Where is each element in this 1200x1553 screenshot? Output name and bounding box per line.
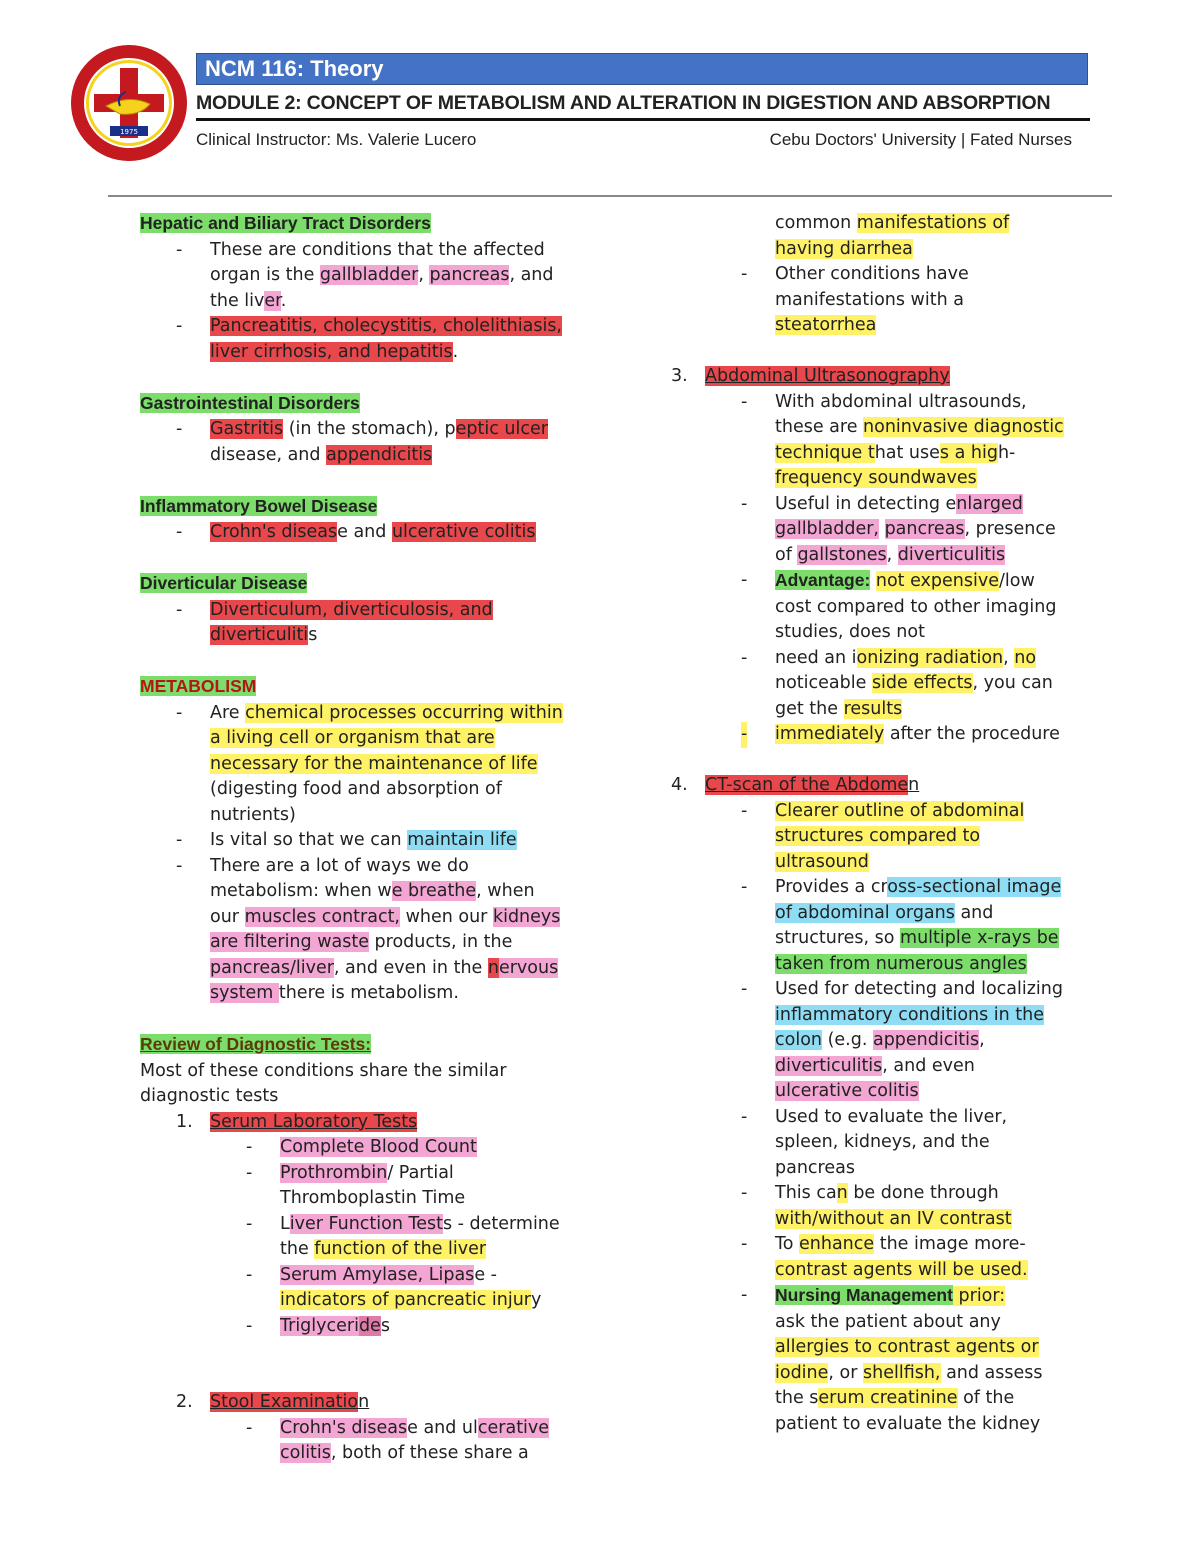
list-item: - Are chemical processes occurring within a living cell or organism that are necessary for the maintenance of life (digesting food and absorption of nutrients)	[176, 702, 563, 825]
course-title-bar: NCM 116: Theory	[196, 53, 1088, 85]
list-item: - To enhance the image more- contrast agents will be used.	[741, 1234, 1028, 1280]
test-serum-lab: Serum Laboratory Tests	[210, 1111, 418, 1132]
numbered-item: 4. CT-scan of the Abdomen	[671, 775, 920, 795]
heading-review: Review of Diagnostic Tests:	[140, 1034, 372, 1054]
test-ultrasonography: Abdominal Ultrasonography	[705, 366, 950, 386]
list-item: - With abdominal ultrasounds, these are noninvasive diagnostic technique that uses a high- frequency soundwaves	[741, 391, 1064, 488]
list-item: - Used to evaluate the liver, spleen, kidneys, and the pancreas	[741, 1106, 1008, 1178]
list-item: - Other conditions have manifestations with a steatorrhea	[741, 264, 969, 335]
header-divider	[108, 195, 1112, 197]
list-item: - need an ionizing radiation, no noticeable side effects, you can get the results	[741, 647, 1053, 719]
list-item: - Crohn's disease and ulcerative colitis, both of these share a	[246, 1417, 550, 1463]
list-item: - Crohn's disease and ulcerative colitis	[176, 522, 536, 542]
heading-metabolism: METABOLISM	[140, 676, 257, 696]
list-item: - Useful in detecting enlarged gallbladder, pancreas, presence of gallstones, diverticulitis	[741, 493, 1056, 565]
list-item: - Clearer outline of abdominal structures compared to ultrasound	[741, 800, 1025, 872]
university-logo	[70, 44, 188, 162]
numbered-item: 3. Abdominal Ultrasonography	[671, 366, 950, 386]
list-item: - Pancreatitis, cholecystitis, cholelithiasis, liver cirrhosis, and hepatitis.	[176, 316, 562, 362]
list-item: - Serum Amylase, Lipase - indicators of pancreatic injury	[246, 1264, 542, 1310]
list-item: - Liver Function Tests - determine the function of the liver	[246, 1213, 560, 1259]
list-item: - Is vital so that we can maintain life	[176, 830, 517, 850]
list-item: - Triglycerides	[246, 1315, 390, 1336]
list-item-continued: common manifestations of having diarrhea	[775, 213, 1010, 259]
list-item: - This can be done through with/without an IV contrast	[741, 1183, 1012, 1229]
svg-text:1975: 1975	[120, 128, 138, 136]
heading-gi: Gastrointestinal Disorders	[140, 392, 360, 413]
list-item: - Advantage: not expensive/low cost compared to other imaging studies, does not	[741, 570, 1057, 642]
list-item: - Provides a cross-sectional image of abdominal organs and structures, so multiple x-rays be taken from numerous angles	[741, 877, 1062, 974]
module-underline	[196, 118, 1090, 121]
list-item: - Complete Blood Count	[246, 1137, 477, 1157]
numbered-item: 1. Serum Laboratory Tests	[176, 1111, 418, 1132]
module-title: MODULE 2: CONCEPT OF METABOLISM AND ALTERATION IN DIGESTION AND ABSORPTION	[196, 92, 1051, 114]
right-column	[671, 211, 1064, 1437]
numbered-item: 2. Stool Examination	[176, 1392, 370, 1412]
test-stool: Stool Examinatio	[210, 1392, 359, 1412]
list-item: - Gastritis (in the stomach), peptic ulcer disease, and appendicitis	[176, 419, 548, 465]
left-column: Hepatic and Biliary Tract Disorders - These are conditions that the affected organ is the gallbladder, pancreas, and the liver. - Pancreatitis, cholecystitis, cholelithiasis, liver cirrhosis, and hepatitis. Gastrointestinal Disorders - Gastritis (in the stomach), peptic ulcer disease, and appendicitis Inflammatory Bowel Disease - Crohn's disease and ulcerative colitis Diverticular Disease - Diverticulum, diverticulosis, and diverticulitis METABOLISM - Are chemical processes occurring within a living cell or organism that are necessary for the maintenance of life (digesting food and absorption of nutrients) - Is vital so that we can maintain life - There are a lot of ways we do metabolism: when we breathe, when our muscles contract, when our kidneys are filtering waste products, in the pancreas/liver, and even in the nervous system there is metabolism. Review of Diagnostic Tests: Most of these conditions share the similar diagnostic tests 1. Serum Laboratory Tests - Complete Blood Count - Prothrombin/ Partial Thromboplastin Time - Liver Function Tests - determine the function of the liver - Serum Amylase, Lipase - indicators of pancreatic injury - Triglycerides 2. Stool Examination - Crohn's disease and ulcerative colitis, both of these share a	[140, 211, 563, 1467]
list-item: - immediately after the procedure	[705, 722, 1064, 748]
heading-hepatic: Hepatic and Biliary Tract Disorders	[140, 213, 431, 233]
heading-ibd: Inflammatory Bowel Disease	[140, 495, 378, 516]
list-item: - There are a lot of ways we do metabolism: when we breathe, when our muscles contract, when our kidneys are filtering waste products, in the pancreas/liver, and even in the nervous system there is metabolism.	[176, 855, 561, 1003]
list-item: - These are conditions that the affected organ is the gallbladder, pancreas, and the liver.	[176, 239, 554, 311]
list-item: - Diverticulum, diverticulosis, and diverticulitis	[176, 599, 493, 645]
school-line: Cebu Doctors' University | Fated Nurses	[769, 130, 1072, 149]
list-item: - Nursing Management prior: ask the patient about any allergies to contrast agents or iodine, or shellfish, and assess the serum creatinine of the patient to evaluate the kidney	[741, 1285, 1043, 1434]
list-item: - Prothrombin/ Partial Thromboplastin Time	[246, 1162, 466, 1208]
instructor-line: Clinical Instructor: Ms. Valerie Lucero	[196, 130, 477, 149]
heading-diverticular: Diverticular Disease	[140, 573, 308, 593]
list-item: - Used for detecting and localizing inflammatory conditions in the colon (e.g. appendicitis, diverticulitis, and even ulcerative colitis	[741, 979, 1063, 1101]
test-ct-scan: CT-scan of the Abdome	[705, 775, 909, 795]
